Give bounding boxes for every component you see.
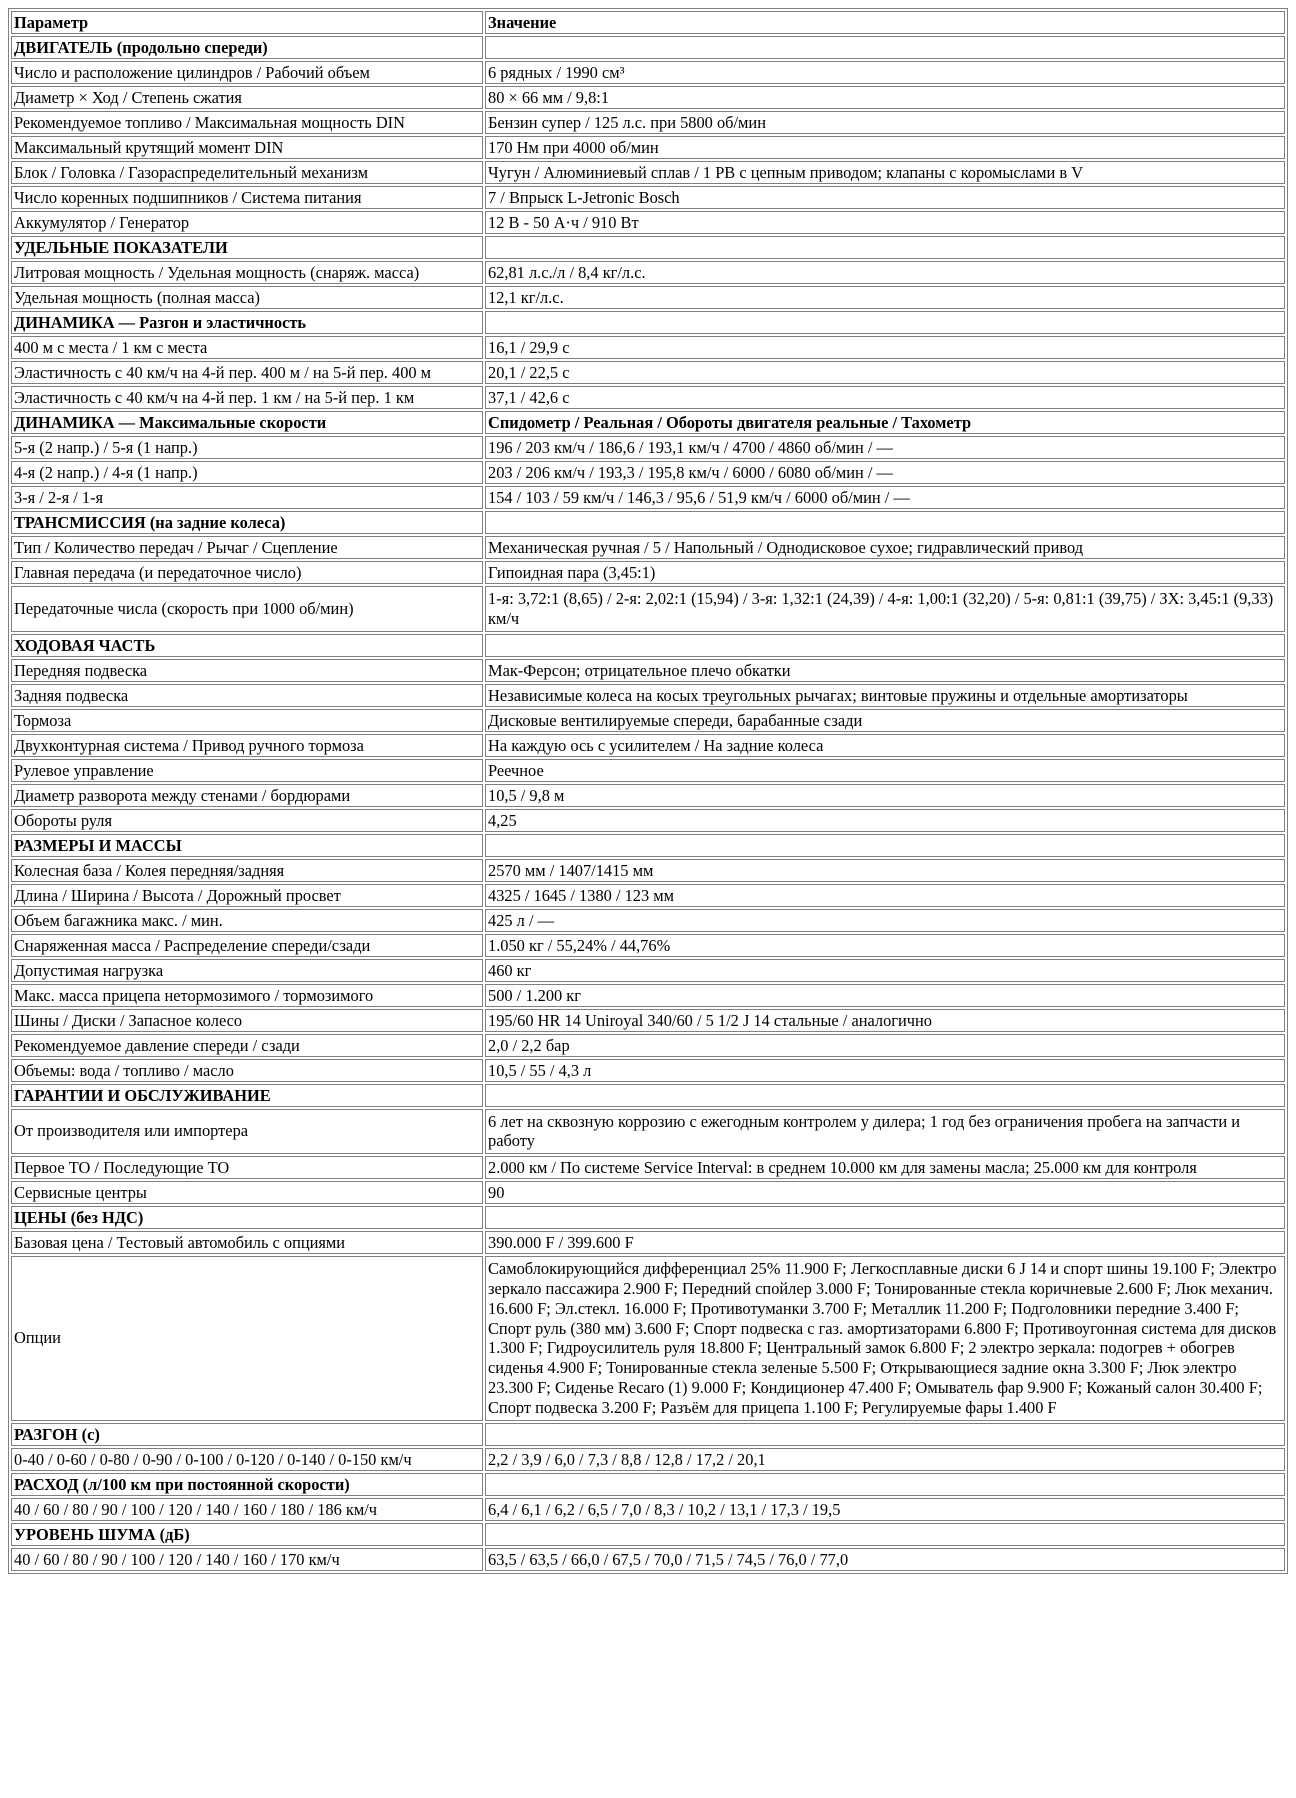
param-cell: Тормоза [11,709,483,732]
param-cell: Главная передача (и передаточное число) [11,561,483,584]
param-cell: Передаточные числа (скорость при 1000 об/мин) [11,586,483,632]
value-cell: 90 [485,1181,1285,1204]
table-row [11,286,1285,309]
table-row [11,1059,1285,1082]
value-cell: 7 / Впрыск L-Jetronic Bosch [485,186,1285,209]
value-cell: 195/60 HR 14 Uniroyal 340/60 / 5 1/2 J 14 стальные / аналогично [485,1009,1285,1032]
value-cell: 80 × 66 мм / 9,8:1 [485,86,1285,109]
param-cell: Первое ТО / Последующие ТО [11,1156,483,1179]
value-cell: 196 / 203 км/ч / 186,6 / 193,1 км/ч / 4700 / 4860 об/мин / — [485,436,1285,459]
section-title: УРОВЕНЬ ШУМА (дБ) [11,1523,483,1546]
table-row [11,111,1285,134]
param-cell: Колесная база / Колея передняя/задняя [11,859,483,882]
value-cell: 10,5 / 9,8 м [485,784,1285,807]
section-row [11,834,1285,857]
param-cell: От производителя или импортера [11,1109,483,1155]
section-title: ДИНАМИКА — Максимальные скорости [11,411,483,434]
param-cell: 4-я (2 напр.) / 4-я (1 напр.) [11,461,483,484]
section-title: РАЗГОН (с) [11,1423,483,1446]
param-cell: Литровая мощность / Удельная мощность (снаряж. масса) [11,261,483,284]
param-cell: Базовая цена / Тестовый автомобиль с опциями [11,1231,483,1254]
value-cell: 460 кг [485,959,1285,982]
table-row [11,136,1285,159]
param-cell: Снаряженная масса / Распределение спереди/сзади [11,934,483,957]
value-cell: 6,4 / 6,1 / 6,2 / 6,5 / 7,0 / 8,3 / 10,2 / 13,1 / 17,3 / 19,5 [485,1498,1285,1521]
section-row [11,1206,1285,1229]
param-cell: Допустимая нагрузка [11,959,483,982]
value-cell: 203 / 206 км/ч / 193,3 / 195,8 км/ч / 6000 / 6080 об/мин / — [485,461,1285,484]
param-cell: Эластичность с 40 км/ч на 4-й пер. 1 км / на 5-й пер. 1 км [11,386,483,409]
table-row [11,734,1285,757]
param-cell: Аккумулятор / Генератор [11,211,483,234]
value-cell: 425 л / — [485,909,1285,932]
value-cell: 2,0 / 2,2 бар [485,1034,1285,1057]
table-row [11,561,1285,584]
table-row [11,186,1285,209]
section-title: ДВИГАТЕЛЬ (продольно спереди) [11,36,483,59]
param-cell: Опции [11,1256,483,1420]
table-row [11,884,1285,907]
value-cell: Самоблокирующийся дифференциал 25% 11.900 F; Легкосплавные диски 6 J 14 и спорт шины 19.100 F; Электро зеркало пассажира 2.900 F; Передний спойлер 3.000 F; Тонированные стекла коричневые 2.600 F; Люк механич. 16.600 F; Эл.стекл. 16.000 F; Противотуманки 3.700 F; Металлик 11.200 F; Подголовники передние 3.400 F; Спорт руль (380 мм) 3.600 F; Спорт подвеска с газ. амортизаторами 6.800 F; Противоугонная система для дисков 1.300 F; Гидроусилитель руля 18.800 F; Центральный замок 6.800 F; 2 электро зеркала: подогрев + обогрев сиденья 4.900 F; Тонированные стекла зеленые 5.500 F; Открывающиеся задние окна 3.300 F; Люк электро 23.300 F; Сиденье Recaro (1) 9.000 F; Кондиционер 47.400 F; Омыватель фар 9.900 F; Кожаный салон 30.400 F; Спорт подвеска 3.200 F; Разъём для прицепа 1.100 F; Регулируемые фары 1.400 F [485,1256,1285,1420]
value-cell [485,1473,1285,1496]
param-cell: Рулевое управление [11,759,483,782]
section-title: ТРАНСМИССИЯ (на задние колеса) [11,511,483,534]
value-cell: 4325 / 1645 / 1380 / 123 мм [485,884,1285,907]
param-cell: 0-40 / 0-60 / 0-80 / 0-90 / 0-100 / 0-120 / 0-140 / 0-150 км/ч [11,1448,483,1471]
table-row [11,809,1285,832]
param-cell: Объем багажника макс. / мин. [11,909,483,932]
section-title: ГАРАНТИИ И ОБСЛУЖИВАНИЕ [11,1084,483,1107]
table-row [11,709,1285,732]
param-cell: 400 м с места / 1 км с места [11,336,483,359]
section-title: ЦЕНЫ (без НДС) [11,1206,483,1229]
value-cell: 154 / 103 / 59 км/ч / 146,3 / 95,6 / 51,9 км/ч / 6000 об/мин / — [485,486,1285,509]
param-cell: Диаметр разворота между стенами / бордюрами [11,784,483,807]
value-cell: Реечное [485,759,1285,782]
param-cell: Обороты руля [11,809,483,832]
param-cell: Задняя подвеска [11,684,483,707]
value-cell: Независимые колеса на косых треугольных рычагах; винтовые пружины и отдельные амортизаторы [485,684,1285,707]
table-row [11,759,1285,782]
section-row [11,1523,1285,1546]
param-cell: Двухконтурная система / Привод ручного тормоза [11,734,483,757]
table-row [11,1256,1285,1420]
table-row [11,211,1285,234]
section-row [11,1084,1285,1107]
table-row [11,336,1285,359]
table-row [11,486,1285,509]
table-row [11,1181,1285,1204]
table-row [11,909,1285,932]
value-cell: Чугун / Алюминиевый сплав / 1 РВ с цепным приводом; клапаны с коромыслами в V [485,161,1285,184]
table-row [11,1448,1285,1471]
table-row [11,984,1285,1007]
table-row [11,1156,1285,1179]
table-row [11,934,1285,957]
value-cell: 2.000 км / По системе Service Interval: в среднем 10.000 км для замены масла; 25.000 км для контроля [485,1156,1285,1179]
table-row [11,1034,1285,1057]
param-cell: Передняя подвеска [11,659,483,682]
param-cell: Максимальный крутящий момент DIN [11,136,483,159]
value-cell: Дисковые вентилируемые спереди, барабанные сзади [485,709,1285,732]
param-cell: Число и расположение цилиндров / Рабочий объем [11,61,483,84]
section-row [11,311,1285,334]
section-row [11,411,1285,434]
param-cell: Сервисные центры [11,1181,483,1204]
param-cell: Макс. масса прицепа нетормозимого / тормозимого [11,984,483,1007]
value-cell [485,1423,1285,1446]
param-cell: Рекомендуемое топливо / Максимальная мощность DIN [11,111,483,134]
value-cell: 20,1 / 22,5 с [485,361,1285,384]
param-cell: Рекомендуемое давление спереди / сзади [11,1034,483,1057]
value-cell: 10,5 / 55 / 4,3 л [485,1059,1285,1082]
param-cell: Удельная мощность (полная масса) [11,286,483,309]
value-cell: 62,81 л.с./л / 8,4 кг/л.с. [485,261,1285,284]
table-header-row [11,11,1285,34]
value-cell: 37,1 / 42,6 с [485,386,1285,409]
table-row [11,659,1285,682]
value-cell [485,834,1285,857]
value-cell: 1-я: 3,72:1 (8,65) / 2-я: 2,02:1 (15,94) / 3-я: 1,32:1 (24,39) / 4-я: 1,00:1 (32,20) / 5-я: 0,81:1 (39,75) / ЗХ: 3,45:1 (9,33) км/ч [485,586,1285,632]
param-cell: 5-я (2 напр.) / 5-я (1 напр.) [11,436,483,459]
table-row [11,784,1285,807]
section-title: УДЕЛЬНЫЕ ПОКАЗАТЕЛИ [11,236,483,259]
value-cell [485,236,1285,259]
table-row [11,1498,1285,1521]
table-row [11,436,1285,459]
value-cell: Бензин супер / 125 л.с. при 5800 об/мин [485,111,1285,134]
param-cell: Шины / Диски / Запасное колесо [11,1009,483,1032]
value-cell: 2,2 / 3,9 / 6,0 / 7,3 / 8,8 / 12,8 / 17,2 / 20,1 [485,1448,1285,1471]
value-cell: 2570 мм / 1407/1415 мм [485,859,1285,882]
value-cell [485,634,1285,657]
section-title: ХОДОВАЯ ЧАСТЬ [11,634,483,657]
table-row [11,1548,1285,1571]
param-cell: Длина / Ширина / Высота / Дорожный просвет [11,884,483,907]
header-param: Параметр [11,11,483,34]
value-cell: 63,5 / 63,5 / 66,0 / 67,5 / 70,0 / 71,5 / 74,5 / 76,0 / 77,0 [485,1548,1285,1571]
value-cell: 12 В - 50 А·ч / 910 Вт [485,211,1285,234]
value-cell: Мак-Ферсон; отрицательное плечо обкатки [485,659,1285,682]
value-cell: 6 рядных / 1990 см³ [485,61,1285,84]
table-row [11,461,1285,484]
value-cell: 12,1 кг/л.с. [485,286,1285,309]
value-cell: 500 / 1.200 кг [485,984,1285,1007]
section-title: РАЗМЕРЫ И МАССЫ [11,834,483,857]
value-cell: На каждую ось с усилителем / На задние колеса [485,734,1285,757]
spec-table [8,8,1288,1574]
param-cell: 3-я / 2-я / 1-я [11,486,483,509]
value-cell: Спидометр / Реальная / Обороты двигателя реальные / Тахометр [485,411,1285,434]
section-row [11,511,1285,534]
value-cell: 16,1 / 29,9 с [485,336,1285,359]
param-cell: Тип / Количество передач / Рычаг / Сцепление [11,536,483,559]
value-cell [485,511,1285,534]
param-cell: 40 / 60 / 80 / 90 / 100 / 120 / 140 / 160 / 180 / 186 км/ч [11,1498,483,1521]
table-row [11,86,1285,109]
value-cell: Гипоидная пара (3,45:1) [485,561,1285,584]
value-cell: 390.000 F / 399.600 F [485,1231,1285,1254]
param-cell: Блок / Головка / Газораспределительный механизм [11,161,483,184]
table-row [11,1009,1285,1032]
param-cell: Объемы: вода / топливо / масло [11,1059,483,1082]
header-value: Значение [485,11,1285,34]
table-row [11,361,1285,384]
table-row [11,61,1285,84]
table-row [11,161,1285,184]
section-row [11,1473,1285,1496]
table-row [11,261,1285,284]
param-cell: 40 / 60 / 80 / 90 / 100 / 120 / 140 / 160 / 170 км/ч [11,1548,483,1571]
value-cell: Механическая ручная / 5 / Напольный / Однодисковое сухое; гидравлический привод [485,536,1285,559]
value-cell: 170 Нм при 4000 об/мин [485,136,1285,159]
value-cell [485,36,1285,59]
spec-sheet [8,8,1288,1574]
value-cell: 6 лет на сквозную коррозию с ежегодным контролем у дилера; 1 год без ограничения пробега на запчасти и работу [485,1109,1285,1155]
section-row [11,1423,1285,1446]
table-row [11,1109,1285,1155]
table-row [11,859,1285,882]
param-cell: Число коренных подшипников / Система питания [11,186,483,209]
value-cell: 1.050 кг / 55,24% / 44,76% [485,934,1285,957]
table-body [11,36,1285,1571]
section-row [11,36,1285,59]
table-row [11,586,1285,632]
value-cell [485,311,1285,334]
table-row [11,1231,1285,1254]
table-row [11,536,1285,559]
section-title: РАСХОД (л/100 км при постоянной скорости) [11,1473,483,1496]
value-cell [485,1206,1285,1229]
section-row [11,634,1285,657]
param-cell: Эластичность с 40 км/ч на 4-й пер. 400 м / на 5-й пер. 400 м [11,361,483,384]
table-row [11,386,1285,409]
value-cell [485,1523,1285,1546]
section-row [11,236,1285,259]
table-row [11,959,1285,982]
param-cell: Диаметр × Ход / Степень сжатия [11,86,483,109]
value-cell [485,1084,1285,1107]
section-title: ДИНАМИКА — Разгон и эластичность [11,311,483,334]
value-cell: 4,25 [485,809,1285,832]
table-row [11,684,1285,707]
